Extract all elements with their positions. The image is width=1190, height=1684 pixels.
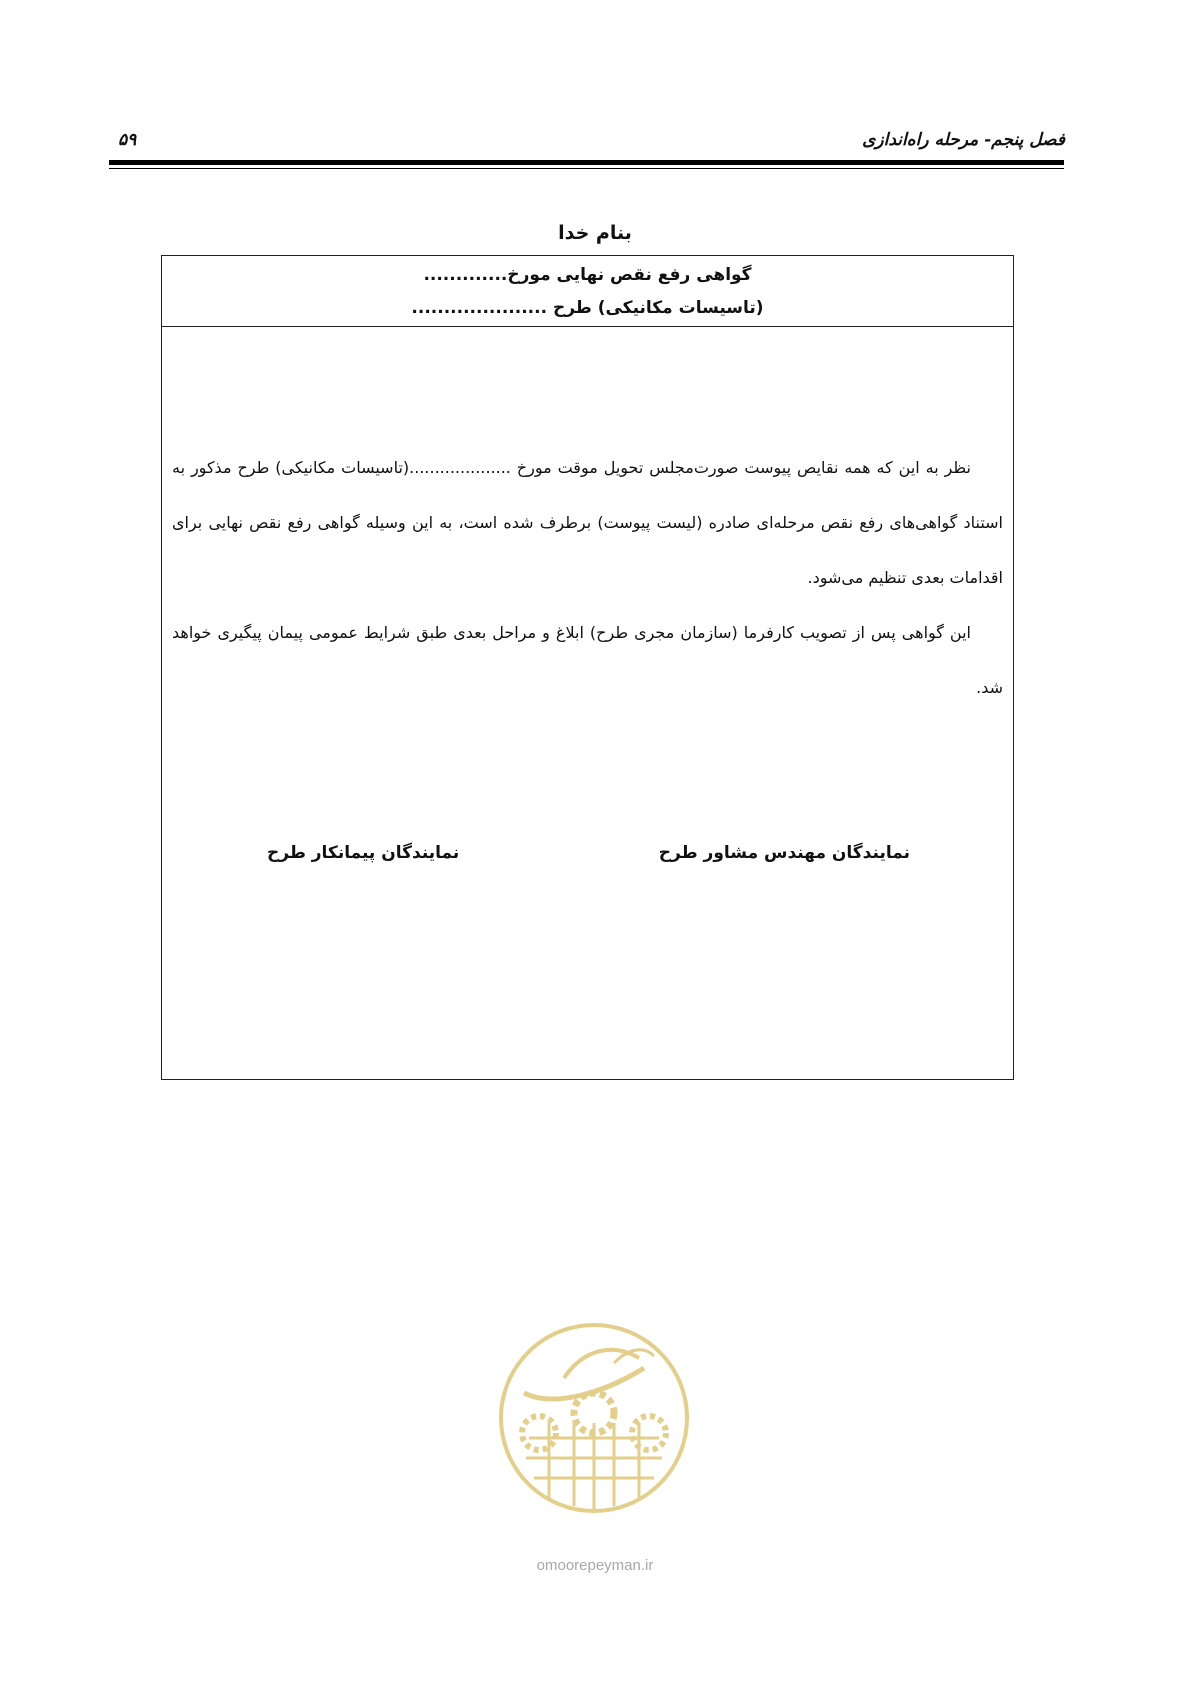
- certificate-title: گواهی رفع نقص نهایی مورخ.............: [423, 265, 752, 285]
- signature-contractor: نمایندگان پیمانکار طرح: [267, 843, 460, 863]
- chapter-title: فصل پنجم- مرحله راه‌اندازی: [862, 130, 1065, 150]
- watermark-url: omoorepeyman.ir: [536, 1557, 654, 1574]
- basmala-heading: بنام خدا: [558, 222, 632, 244]
- watermark-stamp-icon: [494, 1318, 694, 1518]
- certificate-form: [161, 255, 1014, 1080]
- body-paragraph-1: نظر به این که همه نقایص پیوست صورت‌مجلس تحویل موقت مورخ ....................(تاسیسات مکانیکی) طرح مذکور به استناد گواهی‌های رفع نقص مرحله‌ای صادره (لیست پیوست) برطرف شده است، به این وسیله گواهی رفع نقص نهایی برای اقدامات بعدی تنظیم می‌شود.: [172, 458, 1003, 587]
- body-paragraph-2: این گواهی پس از تصویب کارفرما (سازمان مجری طرح) ابلاغ و مراحل بعدی طبق شرایط عمومی پیمان پیگیری خواهد شد.: [172, 623, 1003, 697]
- header-rule-thin: [109, 168, 1064, 169]
- certificate-subtitle: (تاسیسات مکانیکی) طرح .....................: [411, 298, 764, 318]
- certificate-body: [172, 440, 1003, 715]
- certificate-form-header: [162, 256, 1013, 327]
- header-rule-thick: [109, 160, 1064, 165]
- signature-consultant: نمایندگان مهندس مشاور طرح: [658, 843, 910, 863]
- page-number: ۵۹: [118, 130, 137, 150]
